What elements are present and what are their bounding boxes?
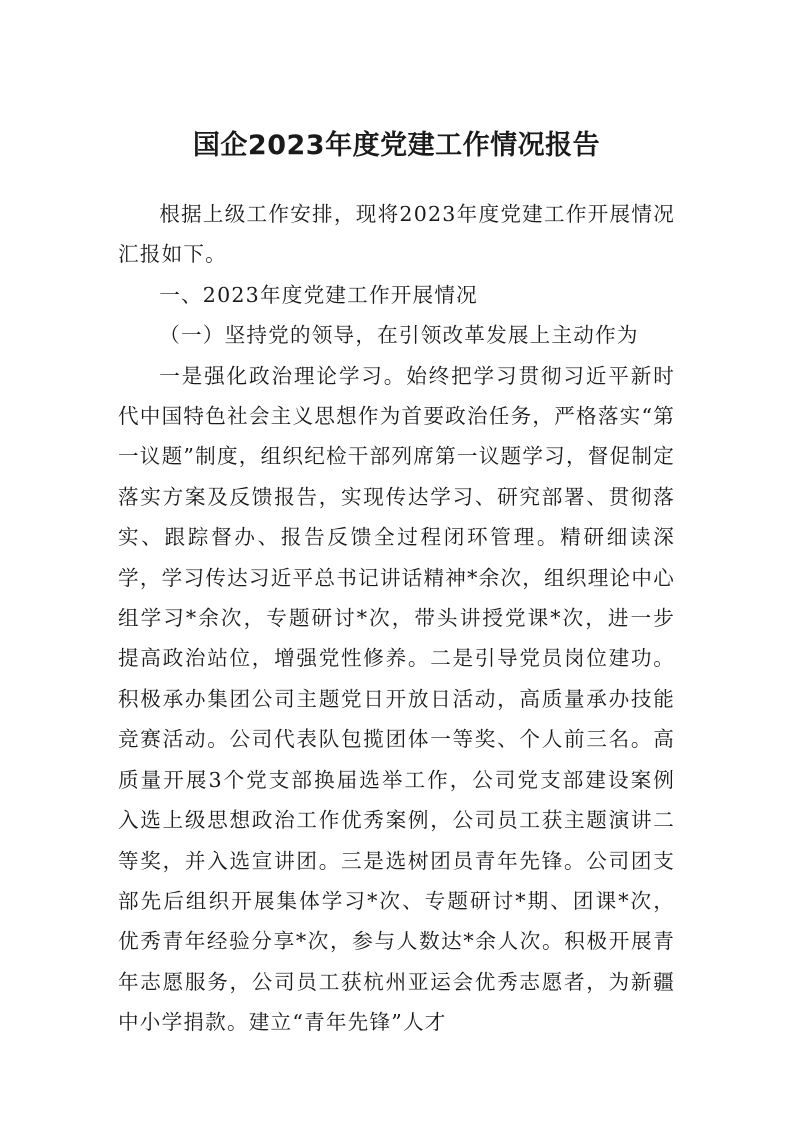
document-body xyxy=(118,194,675,1043)
intro-paragraph: 根据上级工作安排，现将2023年度党建工作开展情况汇报如下。 xyxy=(118,202,675,267)
section-heading: 一、2023年度党建工作开展情况 xyxy=(159,282,478,307)
subsection-heading: （一）坚持党的领导，在引领改革发展上主动作为 xyxy=(159,323,639,348)
body-paragraph: 一是强化政治理论学习。始终把学习贯彻习近平新时代中国特色社会主义思想作为首要政治任务，严格落实“第一议题”制度，组织纪检干部列席第一议题学习，督促制定落实方案及反馈报告，实现传达学习、研究部署、贯彻落实、跟踪督办、报告反馈全过程闭环管理。精研细读深学，学习传达习近平总书记讲话精神*余次，组织理论中心组学习*余次，专题研讨*次，带头讲授党课*次，进一步提高政治站位，增强党性修养。二是引导党员岗位建功。积极承办集团公司主题党日开放日活动，高质量承办技能竞赛活动。公司代表队包揽团体一等奖、个人前三名。高质量开展3个党支部换届选举工作，公司党支部建设案例入选上级思想政治工作优秀案例，公司员工获主题演讲二等奖，并入选宣讲团。三是选树团员青年先锋。公司团支部先后组织开展集体学习*次、专题研讨*期、团课*次，优秀青年经验分享*次，参与人数达*余人次。积极开展青年志愿服务，公司员工获杭州亚运会优秀志愿者，为新疆中小学捐款。建立“青年先锋”人才 xyxy=(118,363,675,1035)
document-title: 国企2023年度党建工作情况报告 xyxy=(192,130,601,161)
